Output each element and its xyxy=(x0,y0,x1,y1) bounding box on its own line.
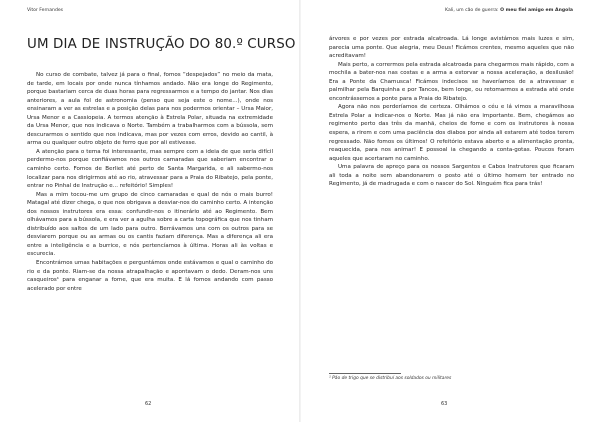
paragraph: Mais perto, a corrermos pela estrada alcatroada para chegarmos mais rápido, com a mochila a bater-nos nas costas e a arma a estorvar a nossa aceleração, a desilusão! Era a Ponte da Chamusca! Ficámos indecisos se haveríamos de a atravessar e palmilhar pela Barquinha e por Tancos, bem longe, ou retomarmos a estrada até onde encontrássemos a ponte para a Praia do Ribatejo. xyxy=(329,61,574,102)
footnote: ¹ Pão de trigo que se distribuí aos soldados ou militares xyxy=(329,376,452,381)
footnote-rule xyxy=(329,373,401,374)
paragraph: Agora não nos perderíamos de certeza. Olhámos o céu e lá vimos a maravilhosa Estrela Polar a indicar-nos o Norte. Mas já não era importante. Bem, chegámos ao regimento perto das três da manhã, cheios de fome e com os instrutores à nossa espera, a rirem e com uma paciência dos diabos por ainda ali estarem até todos terem regressado. Não fomos os últimos! O refeitório estava aberto e a alimentação pronta, reaquecida, para nos animar! E possoal ia chegando a conta-gotas. Poucos foram aqueles que acertaram no caminho. xyxy=(329,104,574,162)
paragraph: árvores e por vezes por estrada alcatroada. Lá longe avistámos mais luzes e sim, parecia uma ponte. Que alegria, meu Deus! Ficámos crentes, mesmo aqueles que não acreditavam! xyxy=(329,36,574,60)
chapter-title: UM DIA DE INSTRUÇÃO DO 80.º CURSO xyxy=(27,37,296,52)
right-page xyxy=(301,0,600,422)
paragraph: Encontrámos umas habitações e perguntámos onde estávamos e qual o caminho do rio e da ponte. Riam-se da nossa atrapalhação e apontavam o dedo. Deram-nos uns casqueiros¹ para enganar a fome, que era muita. E lá fomos andando com passo acelerado por entre xyxy=(27,260,273,292)
paragraph: No curso de combate, talvez já para o final, fomos “despejados” no meio da mata, de tarde, em locais por onde nunca tínhamos andado. Não era longe do Regimento, porque bastariam cerca de duas horas para regressarmos e a tempo do jantar. Nos dias anteriores, a aula fol de astronomia (penso que seja este o nome...), onde nos ensinaram a ver as estrelas e a posição delas para nos podermos orientar – Ursa Maior, Ursa Menor e a Cassiopeia. A termos atenção à Estrela Polar, situada na extremidade da Ursa Menor, que nos indicava o Norte. Também a trabalharmos com a bússola, sem descurarmos o sentido que nos indicava, mas por vezes com erros, devido ao cantil, à arma ou qualquer outro objeto de ferro que por ali estivesse. xyxy=(27,72,273,147)
running-head-title-bold: O meu fiel amigo em Angola xyxy=(500,8,573,13)
paragraph: A atenção para o tema foi interessante, mas sempre com a ideia de que seria difícil perdermo-nos porque confiávamos nos outros camaradas que saberiam encontrar o caminho certo. Fomos de Berliet até perto de Santa Margarida, e ali sabermo-nos localizar para nos dirigirmos até ao rio, atravessar para a Praia do Ribatejo, pela ponte, entrar no Pinhal de Instrução e... refeitório! Simples! xyxy=(27,148,273,190)
left-body-text xyxy=(27,71,273,293)
page-number: 62 xyxy=(145,401,152,407)
page-number: 63 xyxy=(441,401,448,407)
paragraph: Uma palavra de apreço para os nossos Sargentos e Cabos Instrutores que ficaram ali toda a noite sem abandonarem o posto até o último homem ter entrado no Regimento, já de madrugada e com o nascer do Sol. Ninguém fica para trás! xyxy=(329,164,574,188)
left-page xyxy=(0,0,299,422)
running-head-title-prefix: Kali, um cão de guerra: xyxy=(445,8,501,13)
running-head-author: Vitor Fernandes xyxy=(27,8,64,13)
right-body-text xyxy=(329,35,574,189)
running-head-book-title xyxy=(445,8,573,13)
paragraph: Mas a mim tocou-me um grupo de cinco camaradas e qual de nós o mais burro! Matagal até dizer chega, o que nos obrigava a desviar-nos do caminho certo. A intenção dos nossos instrutores era essa: confundir-nos o itinerário até ao Regimento. Bem olhávamos para a bússola, e era ver a agulha sobre a carta topográfica que nos tinham distribuído aos saltos de um lado para outro. Berrávamos uns com os outros para se desviarem porque ou as armas ou os cantis faziam diferença. Mas a diferença ali era entre a inteligência e a burrice, e nós pertencíamos à última. Horas ali às voltas e escurecia. xyxy=(27,191,273,258)
